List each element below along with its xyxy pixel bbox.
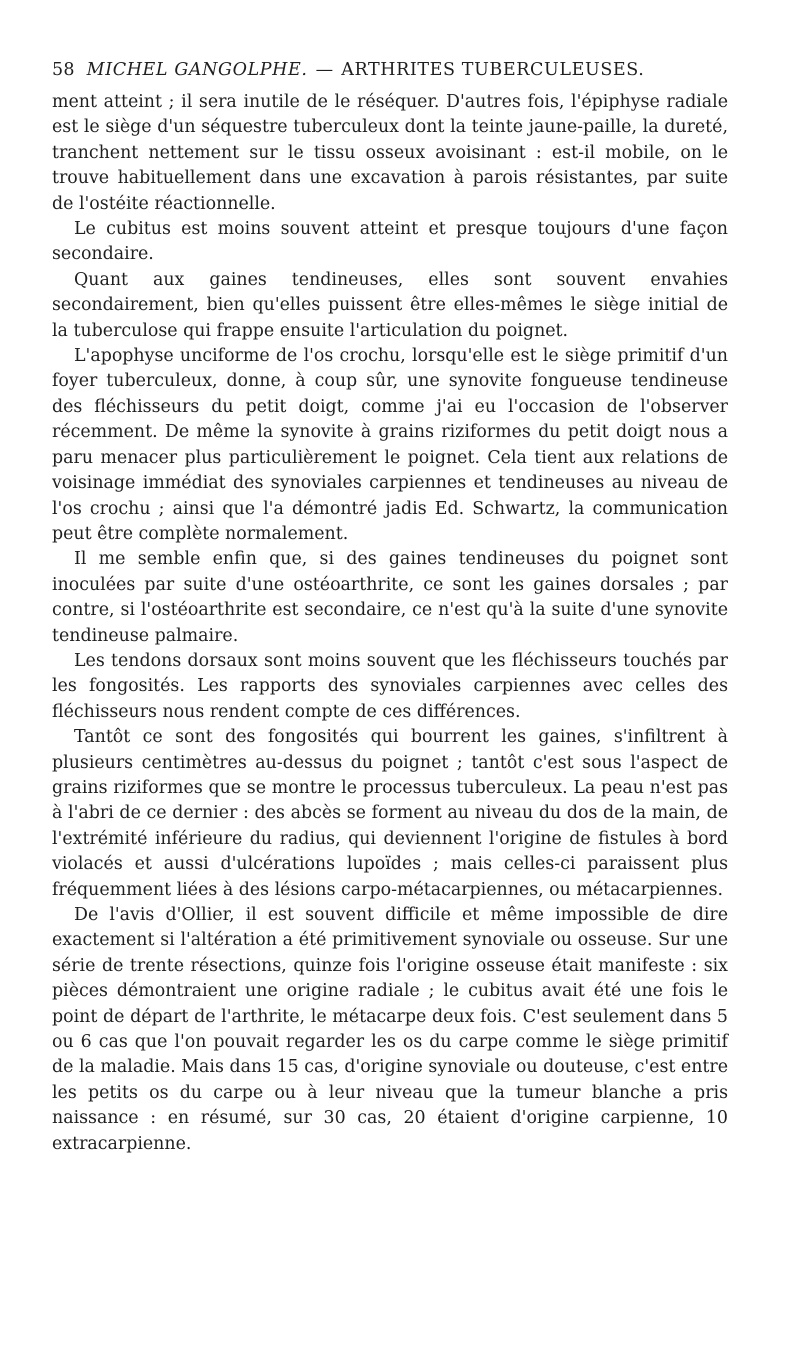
- paragraph-5: Il me semble enfin que, si des gaines tendineuses du poignet sont inoculées par suite d'une ostéoarthrite, ce sont les gaines dorsales ; par contre, si l'ostéoarthrite est secondaire, ce n'est qu'à la suite d'une synovite tendineuse palmaire.: [52, 549, 728, 646]
- page-number: 58: [52, 60, 75, 80]
- author-name: MICHEL GANGOLPHE.: [86, 60, 308, 80]
- paragraph-3: Quant aux gaines tendineuses, elles sont souvent envahies secondairement, bien qu'elles puissent être elles-mêmes le siège initial de la tuberculose qui frappe ensuite l'articulation du poignet.: [52, 269, 728, 341]
- paragraph-2: Le cubitus est moins souvent atteint et presque toujours d'une façon secondaire.: [52, 219, 728, 265]
- header-separator: —: [315, 60, 334, 80]
- running-header: [52, 60, 728, 88]
- paragraph-7: Tantôt ce sont des fongosités qui bourrent les gaines, s'infiltrent à plusieurs centimètres au-dessus du poignet ; tantôt c'est sous l'aspect de grains riziformes que se montre le processus tuberculeux. La peau n'est pas à l'abri de ce dernier : des abcès se forment au niveau du dos de la main, de l'extrémité inférieure du radius, qui deviennent l'origine de fistules à bord violacés et aussi d'ulcérations lupoïdes ; mais celles-ci paraissent plus fréquemment liées à des lésions carpo-métacarpiennes, ou métacarpiennes.: [52, 727, 728, 900]
- paragraph-4: L'apophyse unciforme de l'os crochu, lorsqu'elle est le siège primitif d'un foyer tuberculeux, donne, à coup sûr, une synovite fongueuse tendineuse des fléchisseurs du petit doigt, comme j'ai eu l'occasion de l'observer récemment. De même la synovite à grains riziformes du petit doigt nous a paru menacer plus particulièrement le poignet. Cela tient aux relations de voisinage immédiat des synoviales carpiennes et tendineuses au niveau de l'os crochu ; ainsi que l'a démontré jadis Ed. Schwartz, la communication peut être complète normalement.: [52, 346, 728, 544]
- body-text: [52, 90, 728, 1157]
- book-page: [52, 60, 728, 1157]
- paragraph-8: De l'avis d'Ollier, il est souvent difficile et même impossible de dire exactement si l'altération a été primitivement synoviale ou osseuse. Sur une série de trente résections, quinze fois l'origine osseuse était manifeste : six pièces démontraient une origine radiale ; le cubitus avait été une fois le point de départ de l'arthrite, le métacarpe deux fois. C'est seulement dans 5 ou 6 cas que l'on pouvait regarder les os du carpe comme le siège primitif de la maladie. Mais dans 15 cas, d'origine synoviale ou douteuse, c'est entre les petits os du carpe ou à leur niveau que la tumeur blanche a pris naissance : en résumé, sur 30 cas, 20 étaient d'origine carpienne, 10 extracarpienne.: [52, 905, 728, 1154]
- paragraph-1: ment atteint ; il sera inutile de le réséquer. D'autres fois, l'épiphyse radiale est le siège d'un séquestre tuberculeux dont la teinte jaune-paille, la dureté, tranchent nettement sur le tissu osseux avoisinant : est-il mobile, on le trouve habituellement dans une excavation à parois résistantes, par suite de l'ostéite réactionnelle.: [52, 92, 728, 214]
- book-title: ARTHRITES TUBERCULEUSES.: [341, 60, 645, 80]
- paragraph-6: Les tendons dorsaux sont moins souvent que les fléchisseurs touchés par les fongosités. Les rapports des synoviales carpiennes avec celles des fléchisseurs nous rendent compte de ces différences.: [52, 650, 728, 722]
